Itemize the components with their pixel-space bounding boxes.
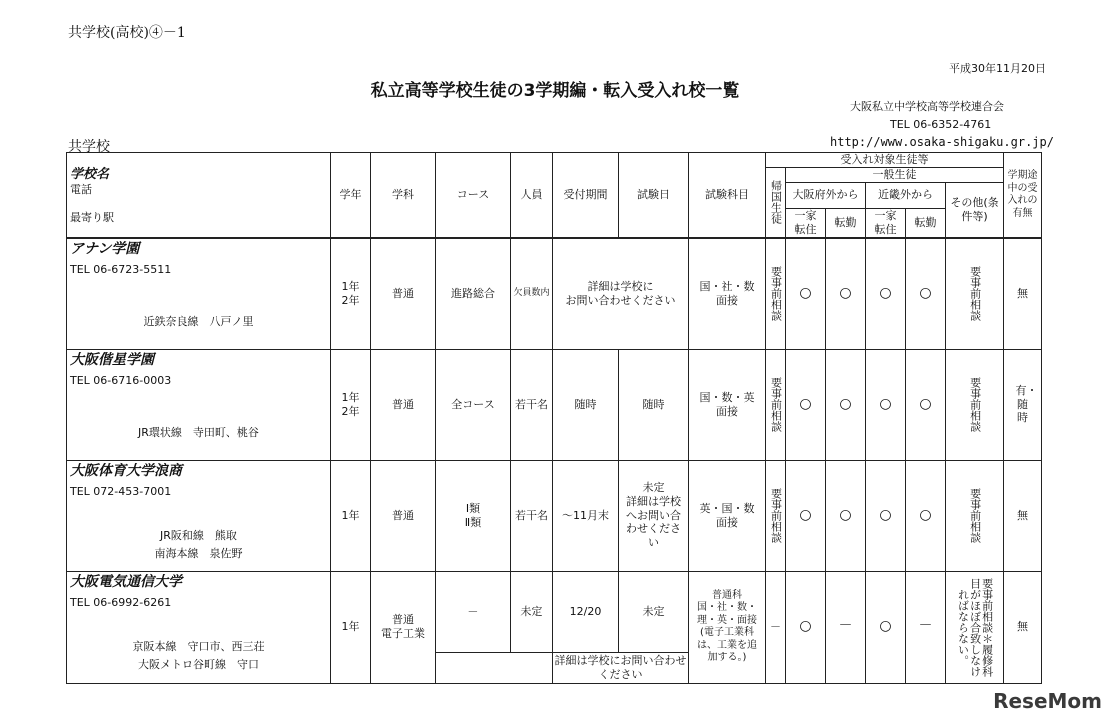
school-tel: TEL 06-6723-5511 bbox=[70, 263, 172, 276]
table-row bbox=[67, 349, 1042, 460]
school-tel: TEL 06-6992-6261 bbox=[70, 595, 172, 609]
header-family-move-1: 一家転住 bbox=[786, 208, 826, 238]
header-returnee: 帰国生徒 bbox=[766, 167, 786, 238]
header-capacity: 人員 bbox=[511, 153, 553, 239]
returnee: 要事前相談 bbox=[766, 238, 786, 349]
dept: 普通 電子工業 bbox=[371, 571, 436, 683]
outside-osaka-transfer: － bbox=[826, 571, 866, 683]
grade: 1年 2年 bbox=[331, 238, 371, 349]
period: 随時 bbox=[553, 349, 619, 460]
dept: 普通 bbox=[371, 349, 436, 460]
organization-url[interactable]: http://www.osaka-shigaku.gr.jp/ bbox=[830, 135, 1054, 149]
outside-kinki-family: ○ bbox=[866, 460, 906, 571]
document-id: 共学校(高校)④－1 bbox=[68, 25, 186, 41]
school-cell bbox=[67, 460, 331, 571]
station-1: 京阪本線 守口市、西三荘 bbox=[132, 639, 265, 653]
header-other: その他(条件等) bbox=[946, 182, 1004, 238]
dept: 普通 bbox=[371, 238, 436, 349]
course: 全コース bbox=[436, 349, 511, 460]
midterm: 無 bbox=[1004, 460, 1042, 571]
watermark-logo: ReseMom bbox=[993, 689, 1102, 713]
outside-kinki-transfer: － bbox=[906, 571, 946, 683]
header-grade: 学年 bbox=[331, 153, 371, 239]
outside-osaka-family: ○ bbox=[786, 349, 826, 460]
organization-tel: TEL 06-6352-4761 bbox=[890, 118, 992, 131]
outside-osaka-transfer: ○ bbox=[826, 238, 866, 349]
school-cell bbox=[67, 238, 331, 349]
school-tel: TEL 072-453-7001 bbox=[70, 484, 172, 498]
header-station: 最寄り駅 bbox=[70, 211, 114, 224]
dept: 普通 bbox=[371, 460, 436, 571]
organization: 大阪私立中学校高等学校連合会 bbox=[850, 100, 1004, 113]
period: 12/20 bbox=[553, 572, 619, 652]
outside-kinki-family: ○ bbox=[866, 571, 906, 683]
page-title: 私立高等学校生徒の3学期編・転入受入れ校一覧 bbox=[370, 81, 740, 101]
school-cell bbox=[67, 571, 331, 683]
course: 進路総合 bbox=[436, 238, 511, 349]
outside-kinki-family: ○ bbox=[866, 349, 906, 460]
outside-osaka-family: ○ bbox=[786, 571, 826, 683]
outside-kinki-transfer: ○ bbox=[906, 238, 946, 349]
note: 詳細は学校にお問い合わせください bbox=[554, 653, 687, 681]
station-1: JR阪和線 熊取 bbox=[160, 528, 237, 542]
header-period: 受付期間 bbox=[553, 153, 619, 239]
header-dept: 学科 bbox=[371, 153, 436, 239]
grade: 1年 bbox=[331, 460, 371, 571]
returnee: 要事前相談 bbox=[766, 460, 786, 571]
header-transfer-1: 転勤 bbox=[826, 208, 866, 238]
header-general: 一般生徒 bbox=[786, 167, 1004, 182]
header-phone: 電話 bbox=[70, 183, 92, 196]
schools-table bbox=[66, 152, 1042, 684]
header-midterm: 学期途中の受入れの有無 bbox=[1004, 153, 1042, 239]
capacity: 欠員数内 bbox=[511, 238, 553, 349]
header-course: コース bbox=[436, 153, 511, 239]
outside-osaka-transfer: ○ bbox=[826, 349, 866, 460]
subjects: 英・国・数 面接 bbox=[689, 460, 766, 571]
exam-date: 未定 詳細は学校 へお問い合 わせくださ い bbox=[619, 460, 689, 571]
period: ～11月末 bbox=[553, 460, 619, 571]
school-tel: TEL 06-6716-0003 bbox=[70, 373, 172, 387]
capacity: 若干名 bbox=[511, 460, 553, 571]
school-name: 大阪偕星学園 bbox=[70, 351, 154, 368]
header-outside-osaka: 大阪府外から bbox=[786, 182, 866, 208]
header-family-move-2: 一家転住 bbox=[866, 208, 906, 238]
other-conditions: 要事前相談＊履修科目がほぼ合致しなければならない。 bbox=[946, 571, 1004, 683]
station-1: 近鉄奈良線 八戸ノ里 bbox=[143, 315, 254, 328]
grade: 1年 2年 bbox=[331, 349, 371, 460]
outside-kinki-family: ○ bbox=[866, 238, 906, 349]
other-conditions: 要事前相談 bbox=[946, 349, 1004, 460]
section-label: 共学校 bbox=[68, 139, 110, 155]
course: Ⅰ類 Ⅱ類 bbox=[436, 460, 511, 571]
school-name: 大阪電気通信大学 bbox=[70, 573, 182, 590]
table-row bbox=[67, 571, 1042, 683]
other-conditions: 要事前相談 bbox=[946, 238, 1004, 349]
header-outside-kinki: 近畿外から bbox=[866, 182, 946, 208]
outside-kinki-transfer: ○ bbox=[906, 460, 946, 571]
exam-date: 未定 bbox=[642, 604, 665, 618]
midterm: 無 bbox=[1004, 238, 1042, 349]
subjects: 国・社・数 面接 bbox=[689, 238, 766, 349]
header-subjects: 試験科目 bbox=[689, 153, 766, 239]
grade: 1年 bbox=[331, 571, 371, 683]
other-conditions: 要事前相談 bbox=[946, 460, 1004, 571]
header-targets: 受入れ対象生徒等 bbox=[766, 153, 1004, 168]
station-2: 南海本線 泉佐野 bbox=[154, 546, 243, 560]
outside-osaka-family: ○ bbox=[786, 460, 826, 571]
period-exam: 詳細は学校に お問い合わせください bbox=[553, 238, 689, 349]
table-row bbox=[67, 238, 1042, 349]
table-row bbox=[67, 460, 1042, 571]
capacity: 若干名 bbox=[511, 349, 553, 460]
exam-date: 随時 bbox=[619, 349, 689, 460]
station-1: JR環状線 寺田町、桃谷 bbox=[138, 425, 259, 439]
station-2: 大阪メトロ谷町線 守口 bbox=[138, 657, 259, 671]
returnee: － bbox=[766, 571, 786, 683]
midterm: 無 bbox=[1004, 571, 1042, 683]
school-name: 大阪体育大学浪商 bbox=[70, 462, 182, 479]
returnee: 要事前相談 bbox=[766, 349, 786, 460]
school-cell bbox=[67, 349, 331, 460]
header-school bbox=[67, 153, 331, 239]
midterm: 有・随時 bbox=[1004, 349, 1042, 460]
subjects: 普通科 国・社・数・ 理・英・面接 (電子工業科 は、工業を追 加する。) bbox=[689, 571, 766, 683]
header-exam-date: 試験日 bbox=[619, 153, 689, 239]
outside-kinki-transfer: ○ bbox=[906, 349, 946, 460]
course: － bbox=[436, 572, 511, 652]
outside-osaka-family: ○ bbox=[786, 238, 826, 349]
capacity: 未定 bbox=[520, 604, 543, 618]
subjects: 国・数・英 面接 bbox=[689, 349, 766, 460]
school-name: アナン学園 bbox=[70, 241, 140, 257]
outside-osaka-transfer: ○ bbox=[826, 460, 866, 571]
header-school-name: 学校名 bbox=[70, 167, 110, 182]
document-date: 平成30年11月20日 bbox=[949, 62, 1046, 75]
header-transfer-2: 転勤 bbox=[906, 208, 946, 238]
